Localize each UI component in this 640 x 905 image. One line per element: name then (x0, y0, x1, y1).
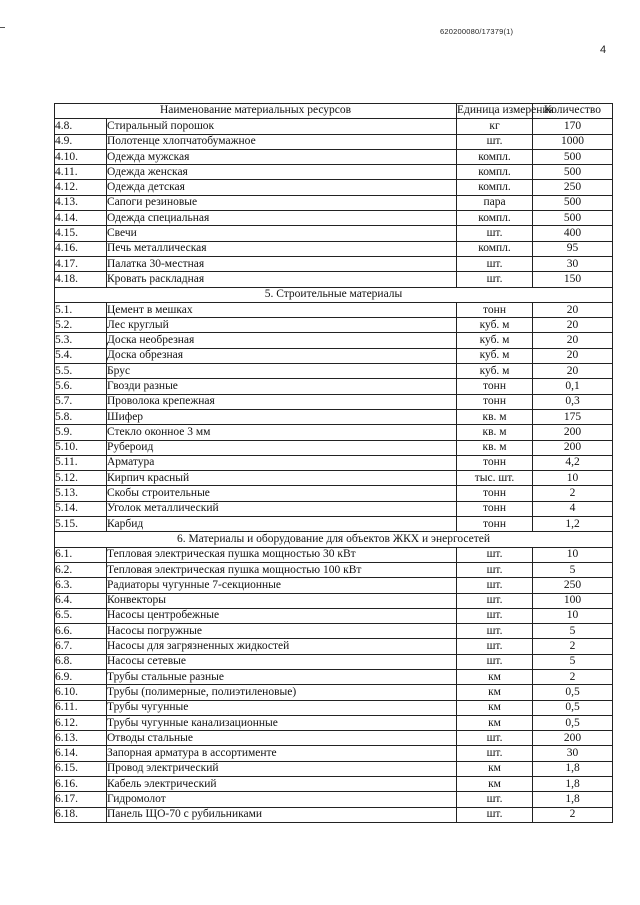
item-number: 6.1. (55, 547, 107, 562)
item-number: 5.11. (55, 455, 107, 470)
table-row (55, 669, 613, 684)
table-row (55, 700, 613, 715)
header-row (55, 104, 613, 119)
item-quantity: 95 (533, 241, 613, 256)
item-number: 6.6. (55, 624, 107, 639)
table-row (55, 777, 613, 792)
item-unit: шт. (457, 226, 533, 241)
item-name: Рубероид (107, 440, 457, 455)
table-row (55, 364, 613, 379)
item-unit: компл. (457, 180, 533, 195)
item-unit: тонн (457, 379, 533, 394)
item-quantity: 2 (533, 669, 613, 684)
item-quantity: 1,8 (533, 761, 613, 776)
section-title: 5. Строительные материалы (55, 287, 613, 302)
table-row (55, 348, 613, 363)
page-number: 4 (600, 44, 607, 56)
section-header-row (55, 532, 613, 547)
item-name: Одежда специальная (107, 211, 457, 226)
table-row (55, 471, 613, 486)
item-unit: тонн (457, 501, 533, 516)
item-unit: км (457, 715, 533, 730)
item-name: Скобы строительные (107, 486, 457, 501)
item-unit: шт. (457, 746, 533, 761)
item-quantity: 500 (533, 149, 613, 164)
item-unit: кв. м (457, 425, 533, 440)
item-number: 6.14. (55, 746, 107, 761)
item-quantity: 500 (533, 211, 613, 226)
item-number: 6.15. (55, 761, 107, 776)
item-unit: тыс. шт. (457, 471, 533, 486)
item-quantity: 2 (533, 486, 613, 501)
item-quantity: 10 (533, 471, 613, 486)
item-unit: шт. (457, 562, 533, 577)
table-row (55, 486, 613, 501)
item-quantity: 200 (533, 425, 613, 440)
item-number: 6.13. (55, 731, 107, 746)
item-quantity: 20 (533, 364, 613, 379)
item-name: Печь металлическая (107, 241, 457, 256)
item-number: 6.7. (55, 639, 107, 654)
item-quantity: 2 (533, 807, 613, 822)
item-unit: тонн (457, 394, 533, 409)
material-resources-table (54, 103, 613, 823)
item-unit: тонн (457, 302, 533, 317)
item-unit: шт. (457, 792, 533, 807)
item-name: Полотенце хлопчатобумажное (107, 134, 457, 149)
item-quantity: 4 (533, 501, 613, 516)
item-name: Палатка 30-местная (107, 256, 457, 271)
table-row (55, 517, 613, 532)
item-quantity: 500 (533, 165, 613, 180)
table-row (55, 562, 613, 577)
item-number: 6.5. (55, 608, 107, 623)
table-row (55, 715, 613, 730)
item-quantity: 5 (533, 562, 613, 577)
item-unit: компл. (457, 165, 533, 180)
table-row (55, 746, 613, 761)
item-number: 5.2. (55, 318, 107, 333)
item-number: 4.13. (55, 195, 107, 210)
item-quantity: 1,8 (533, 792, 613, 807)
margin-tick-mark (0, 27, 5, 28)
item-name: Карбид (107, 517, 457, 532)
item-quantity: 30 (533, 256, 613, 271)
item-unit: шт. (457, 593, 533, 608)
table-row (55, 211, 613, 226)
table-header (55, 104, 613, 119)
item-quantity: 100 (533, 593, 613, 608)
table-row (55, 149, 613, 164)
item-quantity: 200 (533, 440, 613, 455)
table-row (55, 379, 613, 394)
item-quantity: 4,2 (533, 455, 613, 470)
item-quantity: 10 (533, 608, 613, 623)
item-quantity: 150 (533, 272, 613, 287)
item-name: Трубы стальные разные (107, 669, 457, 684)
item-number: 5.8. (55, 409, 107, 424)
item-number: 6.9. (55, 669, 107, 684)
table-row (55, 761, 613, 776)
item-name: Проволока крепежная (107, 394, 457, 409)
item-unit: шт. (457, 134, 533, 149)
table-body (55, 119, 613, 823)
item-number: 6.2. (55, 562, 107, 577)
table-row (55, 685, 613, 700)
item-unit: компл. (457, 149, 533, 164)
item-name: Гидромолот (107, 792, 457, 807)
header-unit: Единица измерения (457, 104, 533, 119)
item-unit: км (457, 685, 533, 700)
header-resource-name: Наименование материальных ресурсов (55, 104, 457, 119)
item-quantity: 0,1 (533, 379, 613, 394)
table-row (55, 302, 613, 317)
item-name: Насосы погружные (107, 624, 457, 639)
item-quantity: 5 (533, 624, 613, 639)
document-id: 620200080/17379(1) (440, 27, 514, 36)
item-number: 4.17. (55, 256, 107, 271)
item-number: 6.18. (55, 807, 107, 822)
item-number: 4.10. (55, 149, 107, 164)
item-quantity: 250 (533, 578, 613, 593)
item-quantity: 0,5 (533, 685, 613, 700)
item-name: Провод электрический (107, 761, 457, 776)
table-row (55, 409, 613, 424)
item-quantity: 250 (533, 180, 613, 195)
item-quantity: 400 (533, 226, 613, 241)
item-number: 6.4. (55, 593, 107, 608)
item-unit: тонн (457, 455, 533, 470)
item-number: 6.8. (55, 654, 107, 669)
item-name: Кабель электрический (107, 777, 457, 792)
item-name: Одежда мужская (107, 149, 457, 164)
table-row (55, 593, 613, 608)
item-quantity: 500 (533, 195, 613, 210)
item-quantity: 1,8 (533, 777, 613, 792)
item-quantity: 2 (533, 639, 613, 654)
item-quantity: 20 (533, 348, 613, 363)
item-name: Конвекторы (107, 593, 457, 608)
item-number: 6.3. (55, 578, 107, 593)
item-name: Панель ЩО-70 с рубильниками (107, 807, 457, 822)
table-row (55, 578, 613, 593)
table-row (55, 425, 613, 440)
item-name: Трубы (полимерные, полиэтиленовые) (107, 685, 457, 700)
item-unit: шт. (457, 578, 533, 593)
table-row (55, 272, 613, 287)
item-unit: тонн (457, 486, 533, 501)
item-number: 4.15. (55, 226, 107, 241)
item-quantity: 20 (533, 318, 613, 333)
item-quantity: 200 (533, 731, 613, 746)
item-name: Сапоги резиновые (107, 195, 457, 210)
item-name: Тепловая электрическая пушка мощностью 100 кВт (107, 562, 457, 577)
item-name: Трубы чугунные канализационные (107, 715, 457, 730)
item-unit: шт. (457, 547, 533, 562)
item-unit: шт. (457, 608, 533, 623)
item-name: Стиральный порошок (107, 119, 457, 134)
item-unit: шт. (457, 272, 533, 287)
item-name: Кровать раскладная (107, 272, 457, 287)
item-quantity: 0,5 (533, 715, 613, 730)
item-number: 5.14. (55, 501, 107, 516)
item-quantity: 20 (533, 333, 613, 348)
item-name: Стекло оконное 3 мм (107, 425, 457, 440)
table-row (55, 256, 613, 271)
item-quantity: 1000 (533, 134, 613, 149)
item-number: 5.5. (55, 364, 107, 379)
item-quantity: 20 (533, 302, 613, 317)
item-number: 6.17. (55, 792, 107, 807)
item-quantity: 175 (533, 409, 613, 424)
item-quantity: 10 (533, 547, 613, 562)
item-number: 4.9. (55, 134, 107, 149)
item-unit: шт. (457, 731, 533, 746)
table-row (55, 547, 613, 562)
table-row (55, 318, 613, 333)
item-number: 5.13. (55, 486, 107, 501)
item-unit: компл. (457, 211, 533, 226)
item-name: Насосы центробежные (107, 608, 457, 623)
item-name: Насосы сетевые (107, 654, 457, 669)
table-row (55, 792, 613, 807)
table-row (55, 501, 613, 516)
item-number: 4.14. (55, 211, 107, 226)
table-row (55, 455, 613, 470)
table-row (55, 241, 613, 256)
item-unit: шт. (457, 624, 533, 639)
item-quantity: 0,3 (533, 394, 613, 409)
item-number: 6.10. (55, 685, 107, 700)
item-number: 4.12. (55, 180, 107, 195)
item-name: Свечи (107, 226, 457, 241)
item-quantity: 1,2 (533, 517, 613, 532)
item-unit: км (457, 777, 533, 792)
item-number: 5.12. (55, 471, 107, 486)
table-row (55, 654, 613, 669)
item-name: Запорная арматура в ассортименте (107, 746, 457, 761)
item-number: 5.1. (55, 302, 107, 317)
item-number: 4.16. (55, 241, 107, 256)
item-number: 6.16. (55, 777, 107, 792)
item-number: 5.7. (55, 394, 107, 409)
item-number: 5.10. (55, 440, 107, 455)
item-name: Арматура (107, 455, 457, 470)
item-number: 4.18. (55, 272, 107, 287)
item-number: 5.6. (55, 379, 107, 394)
section-title: 6. Материалы и оборудование для объектов ЖКХ и энергосетей (55, 532, 613, 547)
item-unit: тонн (457, 517, 533, 532)
item-name: Лес круглый (107, 318, 457, 333)
table-row (55, 731, 613, 746)
item-name: Кирпич красный (107, 471, 457, 486)
item-number: 5.4. (55, 348, 107, 363)
table-row (55, 333, 613, 348)
item-unit: шт. (457, 654, 533, 669)
item-unit: кв. м (457, 409, 533, 424)
item-unit: куб. м (457, 333, 533, 348)
item-name: Брус (107, 364, 457, 379)
item-number: 6.11. (55, 700, 107, 715)
item-unit: пара (457, 195, 533, 210)
item-number: 6.12. (55, 715, 107, 730)
item-name: Трубы чугунные (107, 700, 457, 715)
table-row (55, 608, 613, 623)
item-unit: км (457, 669, 533, 684)
item-unit: шт. (457, 256, 533, 271)
item-number: 5.15. (55, 517, 107, 532)
item-unit: кг (457, 119, 533, 134)
table-row (55, 440, 613, 455)
item-number: 5.9. (55, 425, 107, 440)
table-row (55, 807, 613, 822)
table-row (55, 624, 613, 639)
item-unit: км (457, 761, 533, 776)
item-name: Тепловая электрическая пушка мощностью 30 кВт (107, 547, 457, 562)
item-quantity: 30 (533, 746, 613, 761)
table-row (55, 195, 613, 210)
item-unit: куб. м (457, 318, 533, 333)
item-unit: км (457, 700, 533, 715)
item-number: 4.8. (55, 119, 107, 134)
item-name: Доска необрезная (107, 333, 457, 348)
table-row (55, 134, 613, 149)
item-name: Гвозди разные (107, 379, 457, 394)
item-unit: шт. (457, 639, 533, 654)
item-unit: кв. м (457, 440, 533, 455)
item-unit: компл. (457, 241, 533, 256)
item-name: Насосы для загрязненных жидкостей (107, 639, 457, 654)
item-unit: куб. м (457, 364, 533, 379)
item-unit: шт. (457, 807, 533, 822)
item-quantity: 5 (533, 654, 613, 669)
table-row (55, 394, 613, 409)
item-name: Уголок металлический (107, 501, 457, 516)
table-row (55, 119, 613, 134)
item-name: Радиаторы чугунные 7-секционные (107, 578, 457, 593)
header-quantity: Количество (533, 104, 613, 119)
section-header-row (55, 287, 613, 302)
item-unit: куб. м (457, 348, 533, 363)
item-name: Доска обрезная (107, 348, 457, 363)
item-name: Отводы стальные (107, 731, 457, 746)
item-number: 4.11. (55, 165, 107, 180)
table-row (55, 226, 613, 241)
item-name: Одежда женская (107, 165, 457, 180)
table-row (55, 639, 613, 654)
item-name: Одежда детская (107, 180, 457, 195)
table-row (55, 180, 613, 195)
item-name: Цемент в мешках (107, 302, 457, 317)
item-quantity: 0,5 (533, 700, 613, 715)
table-row (55, 165, 613, 180)
item-name: Шифер (107, 409, 457, 424)
item-number: 5.3. (55, 333, 107, 348)
item-quantity: 170 (533, 119, 613, 134)
